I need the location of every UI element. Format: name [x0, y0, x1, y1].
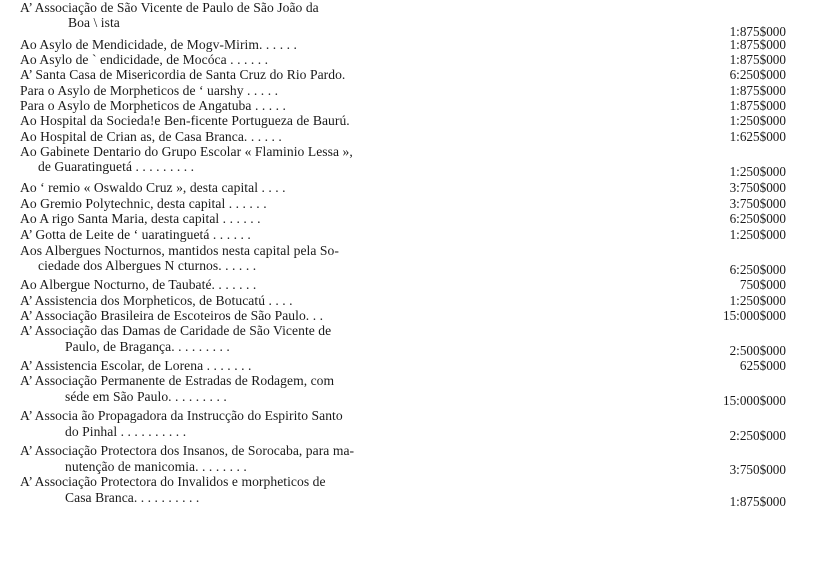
entry-amount: 1:875$000 [729, 98, 786, 113]
entry-line-cont: Boa \ ista [68, 15, 120, 30]
entry-amount: 1:250$000 [729, 293, 786, 308]
entry-amount: 15:000$000 [722, 393, 786, 408]
entry-line-cont: nutenção de manicomia. . . . . . . . [65, 459, 247, 474]
entry-amount: 1:875$000 [729, 24, 786, 39]
entry-line-cont: do Pinhal . . . . . . . . . . [65, 424, 187, 439]
entry-line: Ao Asylo de Mendicidade, de Mogv-Mirim. . . . . . [20, 37, 297, 52]
entry-amount: 2:500$000 [729, 343, 786, 358]
entry-line: A’ Associação Protectora do Invalidos e morpheticos de [20, 474, 326, 489]
entry-amount: 1:875$000 [729, 37, 786, 52]
entry-amount: 625$000 [739, 358, 786, 373]
entry-amount: 1:875$000 [729, 494, 786, 509]
entry-line-cont: Paulo, de Bragança. . . . . . . . . [65, 339, 230, 354]
entry-line: A’ Associação Permanente de Estradas de Rodagem, com [20, 373, 335, 388]
entry-line-cont: ciedade dos Albergues N cturnos. . . . . . [38, 258, 257, 273]
entry-line: A’ Gotta de Leite de ‘ uaratinguetá . . . . . . [20, 227, 251, 242]
entry-line-cont: de Guaratinguetá . . . . . . . . . [38, 159, 195, 174]
entry-line-cont: séde em São Paulo. . . . . . . . . [65, 389, 227, 404]
entry-line: A’ Santa Casa de Misericordia de Santa Cruz do Rio Pardo. [20, 67, 346, 82]
entry-line: A’ Associação de São Vicente de Paulo de São João da [20, 0, 319, 15]
entry-amount: 1:250$000 [729, 227, 786, 242]
entry-amount: 1:875$000 [729, 83, 786, 98]
entry-amount: 750$000 [739, 277, 786, 292]
entry-line: Ao A rigo Santa Maria, desta capital . . . . . . [20, 211, 261, 226]
entry-amount: 6:250$000 [729, 67, 786, 82]
entry-line: Para o Asylo de Morpheticos de ‘ uarshy . . . . . [20, 83, 279, 98]
entry-amount: 3:750$000 [729, 196, 786, 211]
entry-amount: 1:875$000 [729, 52, 786, 67]
entry-amount: 1:250$000 [729, 164, 786, 179]
entry-line: A’ Associação Protectora dos Insanos, de Sorocaba, para ma- [20, 443, 355, 458]
entry-line: Ao Asylo de ` endicidade, de Mocóca . . . . . . [20, 52, 269, 67]
entry-line: Para o Asylo de Morpheticos de Angatuba . . . . . [20, 98, 286, 113]
entry-line-cont: Casa Branca. . . . . . . . . . [65, 490, 200, 505]
entry-amount: 3:750$000 [729, 462, 786, 477]
entry-amount: 6:250$000 [729, 211, 786, 226]
entry-line: A’ Assistencia dos Morpheticos, de Botucatú . . . . [20, 293, 293, 308]
entry-amount: 1:625$000 [729, 129, 786, 144]
entry-line: A’ Associação Brasileira de Escoteiros de São Paulo. . . [20, 308, 324, 323]
entry-line: Ao Albergue Nocturno, de Taubaté. . . . . . . [20, 277, 257, 292]
entry-amount: 1:250$000 [729, 113, 786, 128]
entry-amount: 15:000$000 [722, 308, 786, 323]
entry-line: A’ Associa ão Propagadora da Instrucção do Espirito Santo [20, 408, 343, 423]
entry-line: Ao Hospital da Socieda!e Ben-ficente Portugueza de Baurú. [20, 113, 350, 128]
entry-line: Ao Hospital de Crian as, de Casa Branca. . . . . . [20, 129, 282, 144]
entry-line: A’ Associação das Damas de Caridade de São Vicente de [20, 323, 332, 338]
entry-line: A’ Assistencia Escolar, de Lorena . . . . . . . [20, 358, 252, 373]
entry-line: Ao Gremio Polytechnic, desta capital . . . . . . [20, 196, 267, 211]
entry-line: Aos Albergues Nocturnos, mantidos nesta capital pela So- [20, 243, 339, 258]
entry-amount: 2:250$000 [729, 428, 786, 443]
entry-line: Ao ‘ remio « Oswaldo Cruz », desta capital . . . . [20, 180, 286, 195]
entry-amount: 6:250$000 [729, 262, 786, 277]
entry-amount: 3:750$000 [729, 180, 786, 195]
entry-line: Ao Gabinete Dentario do Grupo Escolar « Flaminio Lessa », [20, 144, 353, 159]
